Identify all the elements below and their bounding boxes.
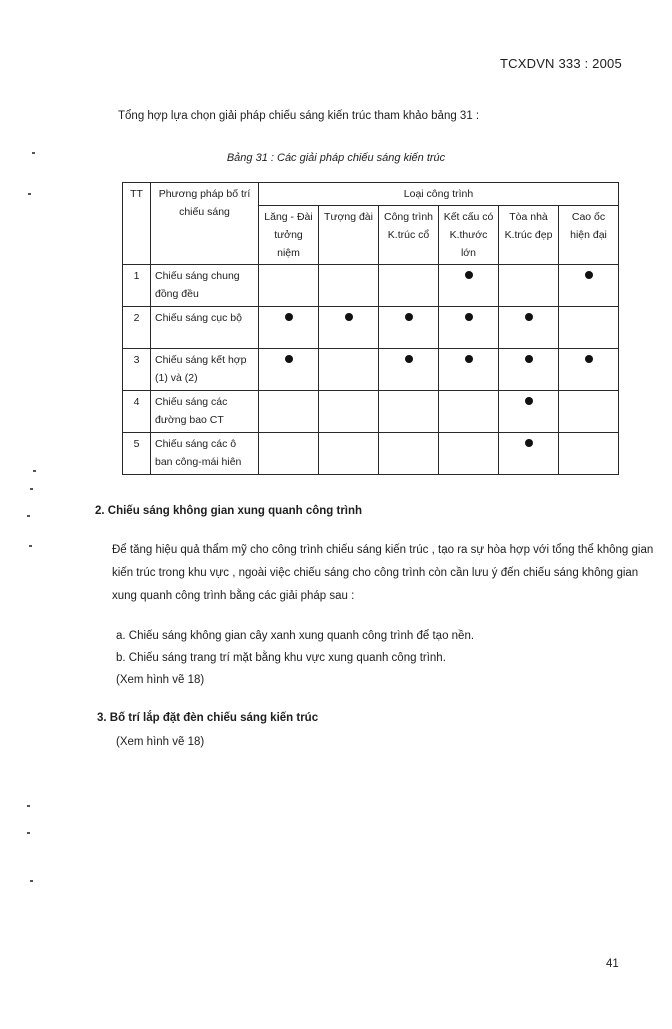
applicability-cell: [379, 391, 439, 433]
table-row: [123, 349, 619, 391]
scan-speck: [28, 193, 31, 195]
section-2-line-1: Để tăng hiệu quả thẩm mỹ cho công trình chiếu sáng kiến trúc , tạo ra sự hòa hợp với tổng thể không gian: [112, 544, 654, 556]
applicability-cell: [499, 265, 559, 307]
header-col: Tượng đài: [319, 206, 379, 265]
applicability-cell: [319, 265, 379, 307]
applicability-cell: [379, 265, 439, 307]
applicability-cell: [559, 433, 619, 475]
applicable-dot-icon: [585, 271, 593, 279]
applicability-cell: [319, 391, 379, 433]
scan-speck: [30, 488, 33, 490]
applicability-cell: [559, 391, 619, 433]
scan-speck: [27, 832, 30, 834]
applicability-cell: [439, 349, 499, 391]
section-2-item-a: a. Chiếu sáng không gian cây xanh xung quanh công trình để tạo nền.: [116, 630, 475, 642]
applicability-cell: [439, 265, 499, 307]
row-number: 1: [123, 265, 151, 307]
applicable-dot-icon: [585, 355, 593, 363]
header-col: Kết cấu có K.thước lớn: [439, 206, 499, 265]
scan-speck: [27, 515, 30, 517]
applicability-cell: [499, 433, 559, 475]
applicable-dot-icon: [525, 355, 533, 363]
header-col: Công trình K.trúc cổ: [379, 206, 439, 265]
applicability-cell: [559, 349, 619, 391]
applicability-cell: [259, 265, 319, 307]
header-tt: TT: [123, 183, 151, 265]
applicability-cell: [499, 307, 559, 349]
applicability-cell: [439, 391, 499, 433]
section-2-line-3: xung quanh công trình bằng các giải pháp sau :: [112, 590, 355, 602]
applicable-dot-icon: [465, 271, 473, 279]
section-2-item-b: b. Chiếu sáng trang trí mặt bằng khu vực xung quanh công trình.: [116, 652, 446, 664]
header-col: Tòa nhà K.trúc đẹp: [499, 206, 559, 265]
section-3-reference: (Xem hình vẽ 18): [116, 736, 205, 748]
applicability-cell: [319, 433, 379, 475]
row-number: 4: [123, 391, 151, 433]
applicability-cell: [319, 307, 379, 349]
table-row: [123, 391, 619, 433]
scan-speck: [30, 880, 33, 882]
applicable-dot-icon: [405, 355, 413, 363]
applicable-dot-icon: [465, 313, 473, 321]
row-number: 3: [123, 349, 151, 391]
section-2-reference: (Xem hình vẽ 18): [116, 674, 205, 686]
applicable-dot-icon: [465, 355, 473, 363]
applicability-cell: [439, 307, 499, 349]
table-row: [123, 265, 619, 307]
lighting-solutions-table: [122, 182, 619, 475]
applicability-cell: [559, 307, 619, 349]
applicable-dot-icon: [525, 313, 533, 321]
scan-speck: [27, 805, 30, 807]
applicability-cell: [259, 433, 319, 475]
section-2-line-2: kiến trúc trong khu vực , ngoài việc chiếu sáng cho công trình còn cần lưu ý đến chiếu sáng không gian: [112, 567, 639, 579]
row-number: 2: [123, 307, 151, 349]
applicable-dot-icon: [525, 439, 533, 447]
applicability-cell: [499, 349, 559, 391]
scan-speck: [29, 545, 32, 547]
table-row: [123, 433, 619, 475]
header-col: Lăng - Đài tưởng niệm: [259, 206, 319, 265]
section-2-heading: 2. Chiếu sáng không gian xung quanh công trình: [95, 505, 363, 517]
applicability-cell: [379, 349, 439, 391]
applicability-cell: [319, 349, 379, 391]
applicability-cell: [379, 307, 439, 349]
applicable-dot-icon: [285, 355, 293, 363]
row-number: 5: [123, 433, 151, 475]
applicability-cell: [499, 391, 559, 433]
applicable-dot-icon: [345, 313, 353, 321]
row-method: Chiếu sáng cục bộ: [151, 307, 259, 349]
intro-text: Tổng hợp lựa chọn giải pháp chiếu sáng kiến trúc tham khảo bảng 31 :: [118, 110, 480, 122]
applicability-cell: [259, 349, 319, 391]
applicability-cell: [439, 433, 499, 475]
scan-speck: [33, 470, 36, 472]
applicable-dot-icon: [525, 397, 533, 405]
applicability-cell: [259, 307, 319, 349]
applicability-cell: [559, 265, 619, 307]
document-code: TCXDVN 333 : 2005: [500, 56, 622, 71]
table-row: [123, 307, 619, 349]
page-number: 41: [606, 958, 619, 970]
row-method: Chiếu sáng các đường bao CT: [151, 391, 259, 433]
applicable-dot-icon: [405, 313, 413, 321]
row-method: Chiếu sáng kết hợp (1) và (2): [151, 349, 259, 391]
header-col: Cao ốc hiện đại: [559, 206, 619, 265]
table-caption: Bảng 31 : Các giải pháp chiếu sáng kiến trúc: [226, 152, 446, 164]
row-method: Chiếu sáng chung đồng đều: [151, 265, 259, 307]
row-method: Chiếu sáng các ô ban công-mái hiên: [151, 433, 259, 475]
applicability-cell: [259, 391, 319, 433]
applicable-dot-icon: [285, 313, 293, 321]
applicability-cell: [379, 433, 439, 475]
scan-speck: [32, 152, 35, 154]
header-method: Phương pháp bố trí chiếu sáng: [151, 183, 259, 265]
section-3-heading: 3. Bố trí lắp đặt đèn chiếu sáng kiến trúc: [97, 712, 319, 724]
header-building-type: Loại công trình: [259, 183, 619, 206]
